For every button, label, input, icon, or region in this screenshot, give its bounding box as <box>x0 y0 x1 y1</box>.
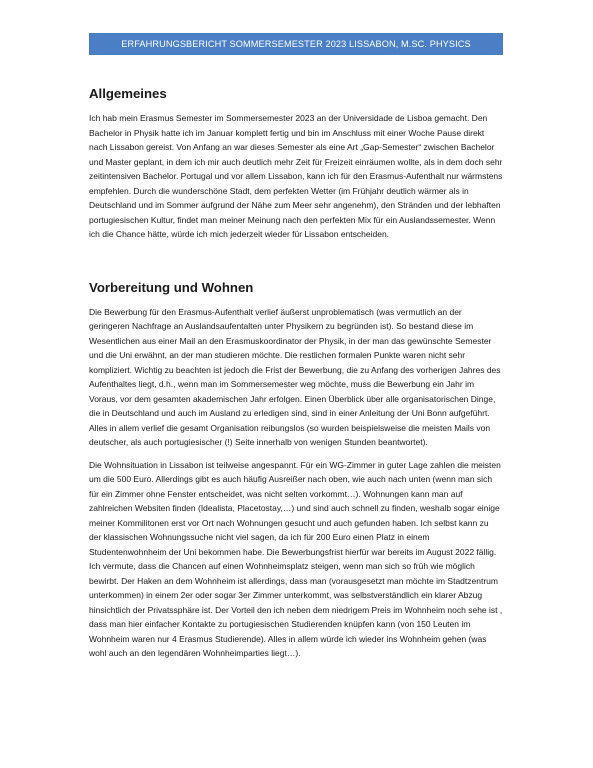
section-heading: Allgemeines <box>89 86 167 101</box>
section-heading: Vorbereitung und Wohnen <box>89 279 254 295</box>
section-vorbereitung-und-wohnen <box>89 280 503 661</box>
paragraph: Die Wohnsituation in Lissabon ist teilweise angespannt. Für ein WG-Zimmer in guter Lage zahlen die meisten um die 500 Euro. Allerdings gibt es auch häufig Ausreißer nach oben, wie auch nach unten (wenn man sich für ein Zimmer ohne Fenster entscheidet, was nicht selten vorkommt…). Wohnungen kann man auf zahlreichen Websiten finden (Idealista, Placetostay,…) und sind auch schnell zu finden, weshalb sogar einige meiner Kommilitonen erst vor Ort nach Wohnungen gesucht und auch gefunden haben. Ich selbst kann zu der klassischen Wohnungssuche nicht viel sagen, da ich für 200 Euro einen Platz in einem Studentenwohnheim der Uni bekommen habe. Die Bewerbungsfrist hierfür war bereits im August 2022 fällig. Ich vermute, dass die Chancen auf einen Wohnheimsplatz steigen, wenn man sich so früh wie möglich bewirbt. Der Haken an dem Wohnheim ist allerdings, dass man (vorausgesetzt man möchte im Stadtzentrum unterkommen) in einem 2er oder sogar 3er Zimmer unterkommt, was selbstverständlich ein klarer Abzug hinsichtlich der Privatssphäre ist. Der Vorteil den ich neben dem niedrigem Preis im Wohnheim noch sehe ist , dass man hier einfacher Kontakte zu portugiesischen Studierenden knüpfen kann (von 150 Leuten im Wohnheim waren nur 4 Erasmus Studierende). Alles in allem würde ich wieder ins Wohnheim gehen (was wohl auch an den legendären Wohnheimparties liegt…). <box>89 459 503 658</box>
document-header-banner <box>89 33 503 55</box>
section-allgemeines <box>89 86 503 242</box>
paragraph: Ich hab mein Erasmus Semester im Sommersemester 2023 an der Universidade de Lisboa gemacht. Den Bachelor in Physik hatte ich im Januar komplett fertig und bin im Anschluss mit einer Woche Pause direkt nach Lissabon gereist. Von Anfang an war dieses Semester als eine Art „Gap-Semester“ zwischen Bachelor und Master geplant, in dem ich mir auch deutlich mehr Zeit für Freizeit einräumen wollte, als in dem doch sehr zeitintensiven Bachelor. Portugal und vor allem Lissabon, kann ich für den Erasmus-Aufenthalt nur wärmstens empfehlen. Durch die wunderschöne Stadt, dem perfekten Wetter (im Frühjahr deutlich wärmer als in Deutschland und im Sommer aufgrund der Nähe zum Meer sehr angenehm), den Stränden und der lebhaften portugiesischen Kultur, findet man meiner Meinung nach den perfekten Mix für ein Auslandssemester. Wenn ich die Chance hätte, würde ich mich jederzeit wieder für Lissabon entscheiden. <box>89 113 503 239</box>
document-header-title: ERFAHRUNGSBERICHT SOMMERSEMESTER 2023 LISSABON, M.SC. PHYSICS <box>121 39 471 49</box>
document-body <box>89 86 503 661</box>
paragraph: Die Bewerbung für den Erasmus-Aufenthalt verlief äußerst unproblematisch (was vermutlich an der geringeren Nachfrage an Auslandsaufentalten unter Physikern zu begründen ist). So bestand diese im Wesentlichen aus einer Mail an den Erasmuskoordinator der Physik, in der man das gewünschte Semester und die Uni erwähnt, an der man studieren möchte. Die restlichen formalen Punkte waren nicht sehr kompliziert. Wichtig zu beachten ist jedoch die Frist der Bewerbung, die zu Anfang des vorherigen Jahres des Aufenthaltes liegt, d.h., wenn man im Sommersemester weg möchte, muss die Bewerbung ein Jahr im Voraus, vor dem gesamten akademischen Jahr erfolgen. Einen Überblick über alle organisatorischen Dinge, die in Deutschland und auch im Ausland zu erledigen sind, sind in einer Anleitung der Uni Bonn aufgeführt. Alles in allem verlief die gesamt Organisation reibungslos (so wurden beispielsweise die meisten Mails von deutscher, als auch portugiesischer (!) Seite innerhalb von wenigen Stunden beantwortet). <box>89 306 501 447</box>
